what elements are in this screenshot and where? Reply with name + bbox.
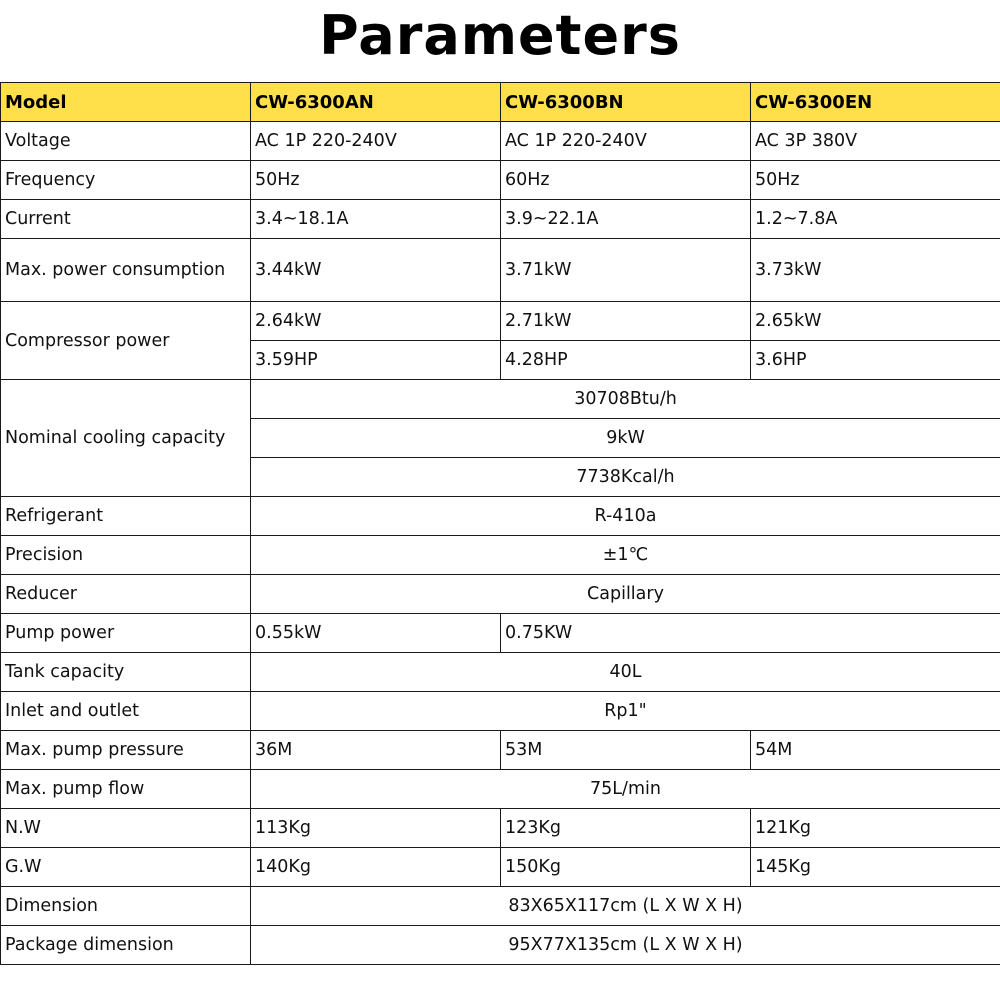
- table-cell: 36M: [251, 731, 501, 770]
- table-cell: Rp1": [251, 692, 1000, 731]
- table-cell: 7738Kcal/h: [251, 458, 1000, 497]
- row-label: Pump power: [1, 614, 251, 653]
- row-label: Package dimension: [1, 926, 251, 965]
- table-cell: AC 3P 380V: [751, 122, 1000, 161]
- table-cell: 3.9~22.1A: [501, 200, 751, 239]
- table-cell: 2.71kW: [501, 302, 751, 341]
- row-label: Reducer: [1, 575, 251, 614]
- table-cell: 2.64kW: [251, 302, 501, 341]
- table-cell: 0.75KW: [501, 614, 1000, 653]
- row-label: Dimension: [1, 887, 251, 926]
- row-label: Precision: [1, 536, 251, 575]
- header-cell-cw-6300an: CW-6300AN: [251, 83, 501, 122]
- table-cell: 1.2~7.8A: [751, 200, 1000, 239]
- table-row-inlet-outlet: [1, 692, 1000, 731]
- table-cell: Capillary: [251, 575, 1000, 614]
- table-row-current: [1, 200, 1000, 239]
- table-cell: 0.55kW: [251, 614, 501, 653]
- table-cell: 50Hz: [251, 161, 501, 200]
- table-cell: 123Kg: [501, 809, 751, 848]
- table-cell: AC 1P 220-240V: [501, 122, 751, 161]
- table-cell: 60Hz: [501, 161, 751, 200]
- row-label: Tank capacity: [1, 653, 251, 692]
- table-cell: 145Kg: [751, 848, 1000, 887]
- row-label: Max. pump flow: [1, 770, 251, 809]
- table-cell: 140Kg: [251, 848, 501, 887]
- table-cell: 54M: [751, 731, 1000, 770]
- table-cell: ±1℃: [251, 536, 1000, 575]
- table-cell: 95X77X135cm (L X W X H): [251, 926, 1000, 965]
- table-row-dimension: [1, 887, 1000, 926]
- table-cell: 2.65kW: [751, 302, 1000, 341]
- table-row-refrigerant: [1, 497, 1000, 536]
- table-row-nw: [1, 809, 1000, 848]
- row-label: Voltage: [1, 122, 251, 161]
- table-row-reducer: [1, 575, 1000, 614]
- row-label: G.W: [1, 848, 251, 887]
- table-cell: 53M: [501, 731, 751, 770]
- header-cell-model: Model: [1, 83, 251, 122]
- parameters-table: [0, 82, 1000, 965]
- table-cell: 40L: [251, 653, 1000, 692]
- page-title: Parameters: [319, 4, 681, 67]
- table-cell: 3.71kW: [501, 239, 751, 302]
- table-row-max-power: [1, 239, 1000, 302]
- table-row-compressor-power-kw: [1, 302, 1000, 341]
- table-cell: 75L/min: [251, 770, 1000, 809]
- table-row-voltage: [1, 122, 1000, 161]
- table-cell: R-410a: [251, 497, 1000, 536]
- table-cell: 3.73kW: [751, 239, 1000, 302]
- table-cell: 3.4~18.1A: [251, 200, 501, 239]
- row-label: Refrigerant: [1, 497, 251, 536]
- table-cell: 83X65X117cm (L X W X H): [251, 887, 1000, 926]
- table-cell: 3.6HP: [751, 341, 1000, 380]
- table-row-max-pump-flow: [1, 770, 1000, 809]
- table-cell: 3.59HP: [251, 341, 501, 380]
- table-cell: 150Kg: [501, 848, 751, 887]
- row-label: Current: [1, 200, 251, 239]
- table-cell: 30708Btu/h: [251, 380, 1000, 419]
- row-label: Frequency: [1, 161, 251, 200]
- table-row-cooling-capacity-btu: [1, 380, 1000, 419]
- header-cell-cw-6300bn: CW-6300BN: [501, 83, 751, 122]
- table-row-tank-capacity: [1, 653, 1000, 692]
- table-cell: 50Hz: [751, 161, 1000, 200]
- table-cell: 121Kg: [751, 809, 1000, 848]
- header-cell-cw-6300en: CW-6300EN: [751, 83, 1000, 122]
- table-header-row: [1, 83, 1000, 122]
- table-cell: 4.28HP: [501, 341, 751, 380]
- table-cell: 113Kg: [251, 809, 501, 848]
- table-cell: AC 1P 220-240V: [251, 122, 501, 161]
- table-row-max-pump-pressure: [1, 731, 1000, 770]
- row-label: Compressor power: [1, 302, 251, 380]
- row-label: Nominal cooling capacity: [1, 380, 251, 497]
- table-cell: 9kW: [251, 419, 1000, 458]
- row-label: N.W: [1, 809, 251, 848]
- table-row-package-dimension: [1, 926, 1000, 965]
- row-label: Max. pump pressure: [1, 731, 251, 770]
- table-row-gw: [1, 848, 1000, 887]
- table-row-frequency: [1, 161, 1000, 200]
- table-row-pump-power: [1, 614, 1000, 653]
- row-label: Inlet and outlet: [1, 692, 251, 731]
- row-label: Max. power consumption: [1, 239, 251, 302]
- table-row-precision: [1, 536, 1000, 575]
- table-cell: 3.44kW: [251, 239, 501, 302]
